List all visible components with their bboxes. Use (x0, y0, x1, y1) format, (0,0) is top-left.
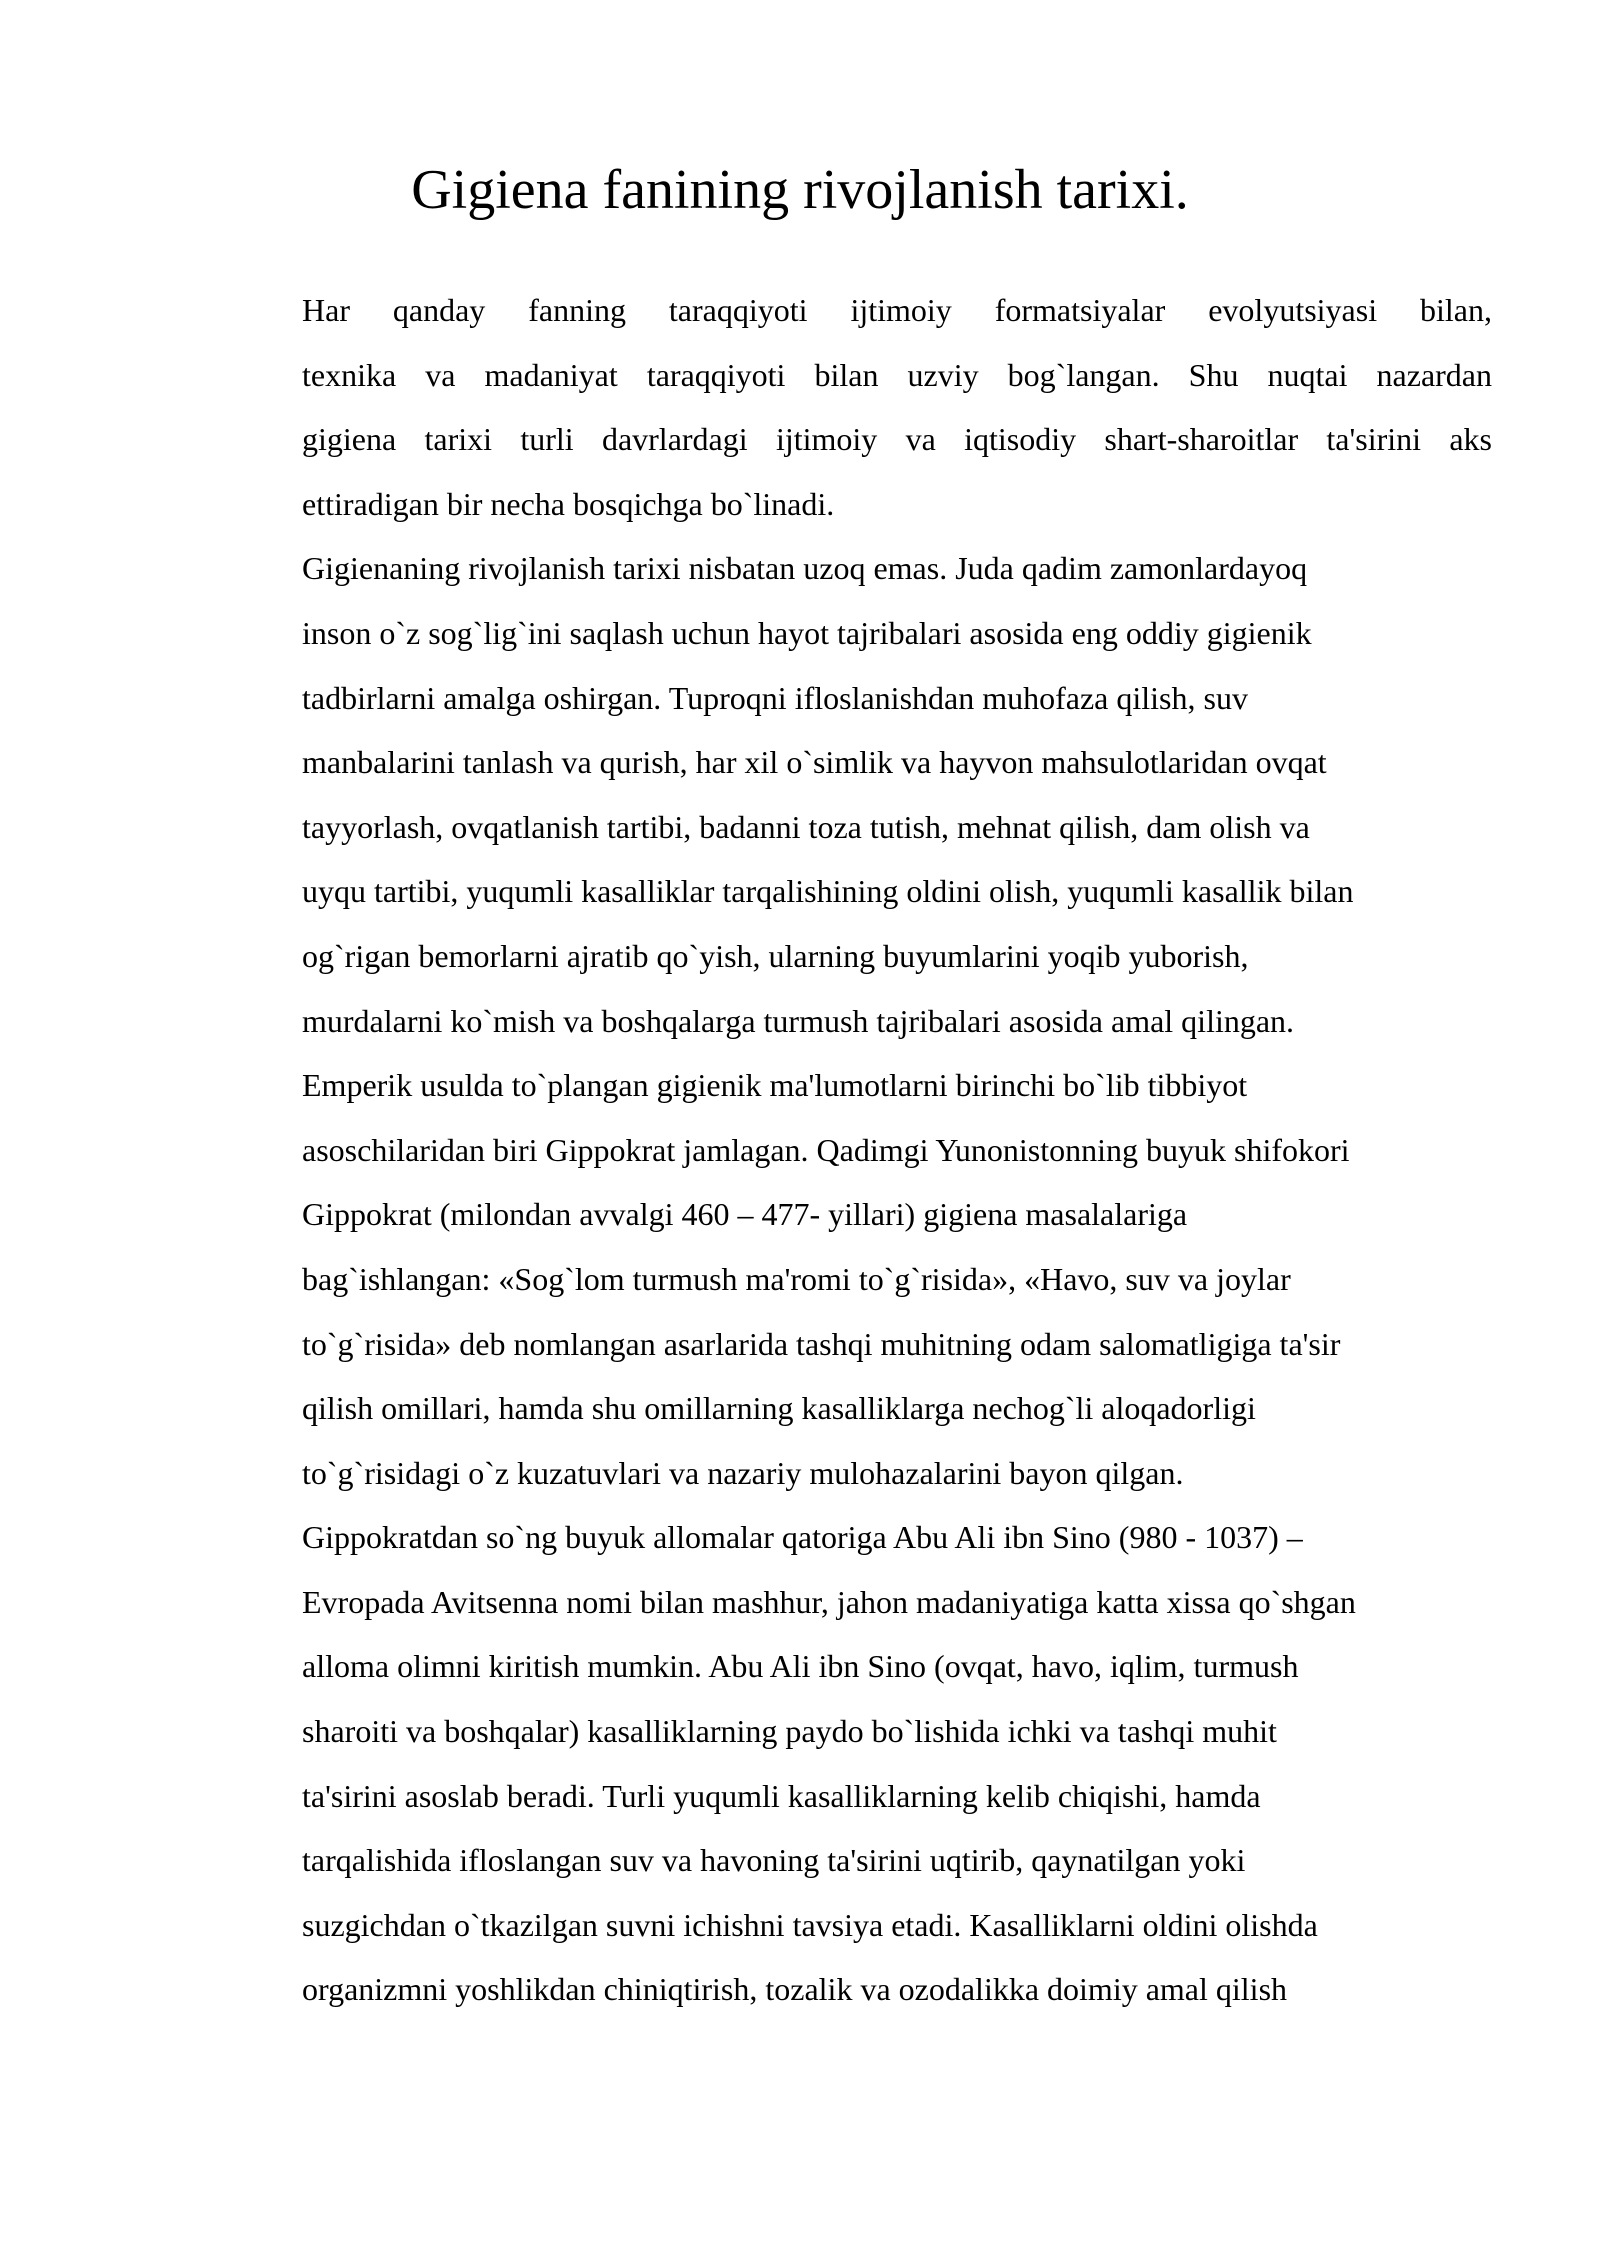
paragraph-1 (230, 278, 1492, 536)
text-line: Gippokrat (milondan avvalgi 460 – 477- yillari) gigiena masalalariga (302, 1196, 1188, 1233)
text-line: uyqu tartibi, yuqumli kasalliklar tarqalishining oldini olish, yuqumli kasallik bilan (302, 873, 1354, 910)
text-line: suzgichdan o`tkazilgan suvni ichishni tavsiya etadi. Kasalliklarni oldini olishda (302, 1906, 1318, 1943)
paragraph-2 (230, 536, 1492, 1053)
text-line: Emperik usulda to`plangan gigienik ma'lumotlarni birinchi bo`lib tibbiyot (302, 1067, 1248, 1104)
text-line: qilish omillari, hamda shu omillarning kasalliklarga nechog`li aloqadorligi (302, 1390, 1256, 1427)
text-line: Gippokratdan so`ng buyuk allomalar qatoriga Abu Ali ibn Sino (980 - 1037) – (302, 1519, 1303, 1556)
text-line: to`g`risida» deb nomlangan asarlarida tashqi muhitning odam salomatligiga ta'sir (302, 1325, 1341, 1362)
text-line: Evropada Avitsenna nomi bilan mashhur, jahon madaniyatiga katta xissa qo`shgan (302, 1583, 1356, 1620)
text-line: bag`ishlangan: «Sog`lom turmush ma'romi to`g`risida», «Havo, suv va joylar (302, 1260, 1291, 1297)
document-title: Gigiena fanining rivojlanish tarixi. (411, 159, 1189, 221)
text-line: gigiena tarixi turli davrlardagi ijtimoiy va iqtisodiy shart-sharoitlar ta'sirini aks (302, 421, 1492, 458)
text-line: inson o`z sog`lig`ini saqlash uchun hayot tajribalari asosida eng oddiy gigienik (302, 614, 1312, 651)
text-line: asoschilaridan biri Gippokrat jamlagan. Qadimgi Yunonistonning buyuk shifokori (302, 1131, 1350, 1168)
text-line: texnika va madaniyat taraqqiyoti bilan uzviy bog`langan. Shu nuqtai nazardan (302, 356, 1492, 393)
text-line: to`g`risidagi o`z kuzatuvlari va nazariy mulohazalarini bayon qilgan. (302, 1454, 1184, 1491)
text-line: tarqalishida ifloslangan suv va havoning ta'sirini uqtirib, qaynatilgan yoki (302, 1842, 1246, 1879)
paragraph-3 (230, 1053, 1492, 1505)
text-line: ta'sirini asoslab beradi. Turli yuqumli kasalliklarning kelib chiqishi, hamda (302, 1777, 1261, 1814)
text-line: murdalarni ko`mish va boshqalarga turmush tajribalari asosida amal qilingan. (302, 1002, 1295, 1039)
text-line: manbalarini tanlash va qurish, har xil o`simlik va hayvon mahsulotlaridan ovqat (302, 744, 1327, 781)
text-line: og`rigan bemorlarni ajratib qo`yish, ularning buyumlarini yoqib yuborish, (302, 937, 1249, 974)
text-line: sharoiti va boshqalar) kasalliklarning paydo bo`lishida ichki va tashqi muhit (302, 1713, 1277, 1750)
text-line: ettiradigan bir necha bosqichga bo`linadi. (302, 485, 835, 522)
text-line: organizmni yoshlikdan chiniqtirish, tozalik va ozodalikka doimiy amal qilish (302, 1971, 1288, 2008)
text-line: tayyorlash, ovqatlanish tartibi, badanni toza tutish, mehnat qilish, dam olish va (302, 808, 1310, 845)
paragraph-4 (230, 1505, 1492, 2022)
text-line: alloma olimni kiritish mumkin. Abu Ali ibn Sino (ovqat, havo, iqlim, turmush (302, 1648, 1299, 1685)
text-line: Har qanday fanning taraqqiyoti ijtimoiy formatsiyalar evolyutsiyasi bilan, (302, 292, 1492, 328)
text-line: Gigienaning rivojlanish tarixi nisbatan uzoq emas. Juda qadim zamonlardayoq (302, 550, 1308, 587)
document-body (230, 278, 1492, 2022)
text-line: tadbirlarni amalga oshirgan. Tuproqni ifloslanishdan muhofaza qilish, suv (302, 679, 1248, 716)
